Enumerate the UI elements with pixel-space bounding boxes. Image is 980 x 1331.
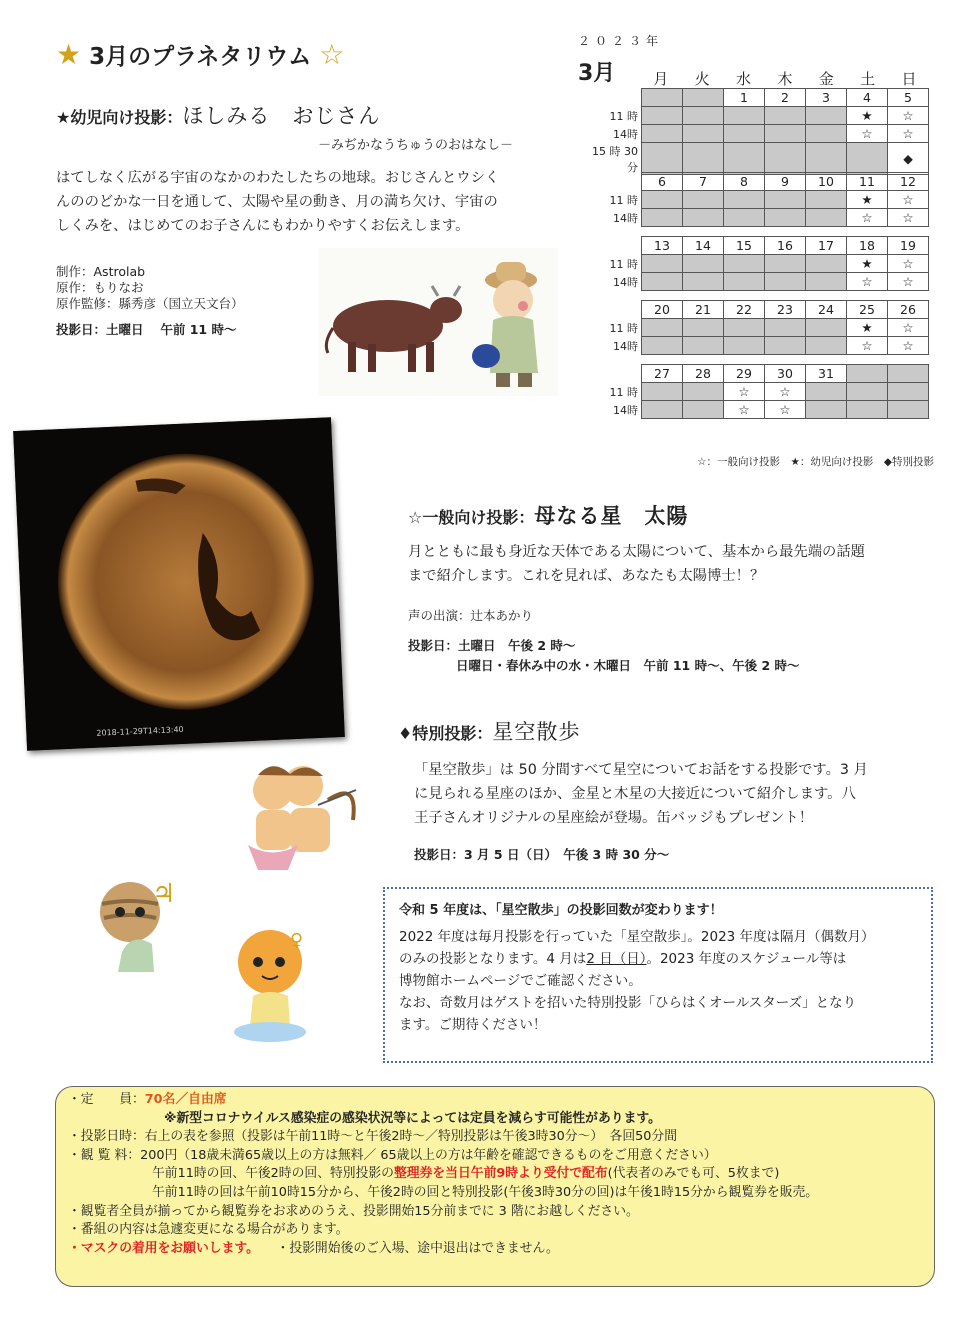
kids-credits: 制作：Astrolab 原作：もりなお 原作監修：縣秀彦（国立天文台） [56, 264, 244, 311]
calendar-session-cell [683, 383, 724, 401]
calendar-session-cell: ☆ [847, 125, 888, 143]
calendar-session-cell: ☆ [847, 209, 888, 227]
calendar-date-cell: 25 [847, 301, 888, 319]
notice-body: 2022 年度は毎月投影を行っていた「星空散歩」。2023 年度は隔月（偶数月） のみの投影となります。4 月は2 日（日）。2023 年度のスケジュール等は 博物館ホームページでご確認ください。 なお、奇数月はゲストを招いた特別投影「ひらはくオールスターズ」となり ます。ご期待ください！ [399, 929, 875, 1033]
calendar-date-cell: 26 [888, 301, 929, 319]
calendar-date-cell: 21 [683, 301, 724, 319]
calendar-session-cell: ☆ [888, 125, 929, 143]
capacity-row: ・定 員：70名／自由席 [68, 1092, 227, 1107]
calendar-date-cell: 7 [683, 173, 724, 191]
calendar-date-cell: 15 [724, 237, 765, 255]
calendar-session-cell [847, 143, 888, 175]
calendar-date-cell: 4 [847, 89, 888, 107]
calendar-date-cell: 13 [642, 237, 683, 255]
calendar-date-cell: 8 [724, 173, 765, 191]
sun-image [13, 417, 345, 751]
calendar-session-cell [642, 143, 683, 175]
calendar-session-cell [683, 191, 724, 209]
calendar-session-cell: ☆ [888, 337, 929, 355]
ticket-sales-row: 午前11時の回は午前10時15分から、午後2時の回と特別投影(午後3時30分の回)は午後1時15分から観覧券を販売。 [152, 1184, 819, 1200]
calendar-date-cell: 11 [847, 173, 888, 191]
calendar-session-cell: ☆ [888, 319, 929, 337]
attend-row: ・観覧者全員が揃ってから観覧券をお求めのうえ、投影開始15分前までに 3 階にお越しください。 [68, 1203, 639, 1219]
fee-row: ・観 覧 料：200円（18歳未満65歳以上の方は無料／ 65歳以上の方は年齢を確認できるものをご用意ください） [68, 1147, 717, 1163]
calendar-date-cell: 22 [724, 301, 765, 319]
calendar-time-label: 14時 [613, 275, 638, 289]
calendar-session-cell [683, 337, 724, 355]
calendar-date-cell: 31 [806, 365, 847, 383]
calendar-session-cell [806, 401, 847, 419]
calendar-time-label: 11 時 [609, 385, 638, 399]
calendar-session-cell: ☆ [847, 337, 888, 355]
calendar-session-cell [765, 191, 806, 209]
calendar-session-cell [806, 125, 847, 143]
calendar-session-cell [724, 319, 765, 337]
calendar-date-cell: 3 [806, 89, 847, 107]
calendar-time-label: 11 時 [609, 321, 638, 335]
calendar-session-cell [765, 337, 806, 355]
calendar-session-cell [806, 273, 847, 291]
calendar-date-cell: 17 [806, 237, 847, 255]
general-description: 月とともに最も身近な天体である太陽について、基本から最先端の話題 まで紹介します。これを見れば、あなたも太陽博士！？ [408, 544, 865, 584]
special-description: 「星空散歩」は 50 分間すべて星空についてお話をする投影です。3 月 に見られる星座のほか、金星と木星の大接近について紹介します。八 王子さんオリジナルの星座絵が登場。缶バッジもプレゼント！ [414, 762, 868, 826]
calendar-session-cell [642, 255, 683, 273]
calendar-session-cell: ★ [847, 319, 888, 337]
general-voice: 声の出演：辻本あかり [408, 608, 534, 623]
calendar-session-cell [724, 273, 765, 291]
photo-timestamp: 2018-11-29T14:13:40 [96, 724, 184, 738]
calendar-session-cell [642, 125, 683, 143]
calendar-session-cell [683, 143, 724, 175]
calendar-session-cell: ★ [847, 107, 888, 125]
calendar-date-cell: 18 [847, 237, 888, 255]
calendar-session-cell [642, 209, 683, 227]
kids-subtitle: －みぢかなうちゅうのおはなし－ [318, 138, 514, 153]
calendar-session-cell: ☆ [888, 255, 929, 273]
calendar-date-cell: 28 [683, 365, 724, 383]
calendar-session-cell [806, 209, 847, 227]
calendar-session-cell [683, 319, 724, 337]
calendar-date-cell: 6 [642, 173, 683, 191]
calendar-session-cell: ☆ [765, 401, 806, 419]
calendar-session-cell [724, 209, 765, 227]
page-title: ★ 3月のプラネタリウム ☆ [56, 38, 345, 71]
calendar-date-cell: 24 [806, 301, 847, 319]
special-program-heading: ♦特別投影：星空散歩 [398, 720, 581, 744]
calendar-date-cell: 27 [642, 365, 683, 383]
star-outline-icon: ☆ [319, 38, 345, 71]
kids-program-heading: ★幼児向け投影：ほしみる おじさん [56, 104, 381, 128]
calendar-session-cell [806, 143, 847, 175]
calendar-session-cell [724, 255, 765, 273]
calendar-session-cell: ☆ [888, 273, 929, 291]
calendar-date-cell [888, 365, 929, 383]
calendar-time-label: 14時 [613, 339, 638, 353]
mask-row: ・マスクの着用をお願いします。 ・投影開始後のご入場、途中退出はできません。 [68, 1240, 559, 1256]
calendar-session-cell [888, 383, 929, 401]
star-icon: ★ [56, 38, 82, 71]
calendar-session-cell: ☆ [765, 383, 806, 401]
calendar-session-cell: ☆ [724, 401, 765, 419]
calendar-session-cell [765, 143, 806, 175]
calendar-session-cell [765, 319, 806, 337]
calendar-legend: ☆：一般向け投影 ★：幼児向け投影 ◆特別投影 [697, 456, 934, 468]
calendar-time-label: 11 時 [609, 193, 638, 207]
notice-heading: 令和 5 年度は、「星空散歩」の投影回数が変わります！ [399, 903, 723, 918]
calendar-session-cell [847, 383, 888, 401]
calendar-session-cell [642, 191, 683, 209]
info-panel [55, 1086, 935, 1287]
kids-description: はてしなく広がる宇宙のなかのわたしたちの地球。おじさんとウシく んののどかな一日を通して、太陽や星の動き、月の満ち欠け、宇宙の しくみを、はじめてのお子さんにもわかりやすくお伝えします。 [56, 170, 500, 234]
calendar-session-cell [765, 107, 806, 125]
calendar-session-cell [806, 383, 847, 401]
calendar-session-cell: ☆ [724, 383, 765, 401]
calendar-session-cell [724, 143, 765, 175]
calendar-session-cell [683, 125, 724, 143]
calendar-session-cell [765, 273, 806, 291]
calendar-time-label: 14時 [613, 403, 638, 417]
calendar-session-cell [642, 107, 683, 125]
calendar-session-cell [683, 401, 724, 419]
calendar-date-cell: 14 [683, 237, 724, 255]
calendar-session-cell [642, 383, 683, 401]
calendar-date-cell: 29 [724, 365, 765, 383]
calendar-week [580, 236, 929, 291]
calendar-month: 3月 [578, 61, 616, 86]
datetime-row: ・投影日時：右上の表を参照（投影は午前11時～と午後2時～／特別投影は午後3時30分～） 各回50分間 [68, 1129, 677, 1145]
calendar-session-cell [724, 191, 765, 209]
calendar-session-cell [642, 337, 683, 355]
calendar-session-cell [642, 401, 683, 419]
calendar-date-cell: 5 [888, 89, 929, 107]
calendar-session-cell [683, 273, 724, 291]
calendar-session-cell [724, 107, 765, 125]
general-program-heading: ☆一般向け投影：母なる星 太陽 [408, 504, 689, 528]
calendar-date-cell: 20 [642, 301, 683, 319]
calendar-session-cell [642, 319, 683, 337]
calendar-session-cell: ★ [847, 255, 888, 273]
calendar-session-cell [642, 273, 683, 291]
notice-box [383, 887, 933, 1063]
calendar-date-cell: 9 [765, 173, 806, 191]
capacity-note: ※新型コロナウイルス感染症の感染状況等によっては定員を減らす可能性があります。 [164, 1110, 661, 1126]
calendar-week [580, 172, 929, 227]
calendar-session-cell: ☆ [888, 191, 929, 209]
special-schedule: 投影日：3 月 5 日（日） 午後 3 時 30 分～ [414, 847, 670, 862]
calendar-date-cell: 2 [765, 89, 806, 107]
calendar-week [580, 300, 929, 355]
svg-text:♃: ♃ [152, 879, 176, 909]
jupiter-character-illustration [92, 872, 202, 982]
calendar-session-cell [806, 319, 847, 337]
calendar-time-label: 11 時 [609, 109, 638, 123]
calendar-weekday-header: 月 火 水 木 金 土 日 [653, 70, 917, 88]
calendar-session-cell [888, 401, 929, 419]
calendar-time-label: 14時 [613, 211, 638, 225]
svg-text:♀: ♀ [290, 930, 304, 951]
calendar-session-cell [806, 191, 847, 209]
calendar-week [580, 364, 929, 419]
calendar-session-cell: ☆ [888, 209, 929, 227]
calendar-session-cell [765, 255, 806, 273]
calendar-session-cell [847, 401, 888, 419]
general-schedule: 投影日：土曜日 午後 2 時～ 日曜日・春休み中の水・木曜日 午前 11 時～、午後 2 時～ [408, 638, 800, 673]
calendar-date-cell [847, 365, 888, 383]
calendar-date-cell: 10 [806, 173, 847, 191]
change-row: ・番組の内容は急遽変更になる場合があります。 [68, 1222, 349, 1238]
calendar-session-cell [683, 209, 724, 227]
venus-character-illustration [228, 926, 318, 1046]
calendar-date-cell: 1 [724, 89, 765, 107]
calendar-session-cell: ☆ [847, 273, 888, 291]
calendar-year: ２０２３年 [578, 34, 664, 48]
kids-schedule: 投影日：土曜日 午前 11 時～ [56, 322, 237, 337]
calendar-session-cell [683, 255, 724, 273]
calendar-session-cell: ★ [847, 191, 888, 209]
calendar-session-cell [724, 125, 765, 143]
calendar-session-cell [683, 107, 724, 125]
calendar-session-cell [765, 209, 806, 227]
calendar-session-cell [765, 125, 806, 143]
calendar-date-cell: 23 [765, 301, 806, 319]
sagittarius-illustration [228, 760, 378, 880]
calendar-date-cell: 16 [765, 237, 806, 255]
calendar-date-cell: 19 [888, 237, 929, 255]
calendar-date-cell: 12 [888, 173, 929, 191]
calendar-time-label: 14時 [613, 127, 638, 141]
calendar-date-cell: 30 [765, 365, 806, 383]
calendar-date-cell [642, 89, 683, 107]
calendar-date-cell [683, 89, 724, 107]
cow-and-uncle-illustration [318, 248, 558, 396]
sun-photo [13, 417, 345, 751]
calendar-session-cell: ☆ [888, 107, 929, 125]
calendar-session-cell [806, 107, 847, 125]
calendar-time-label: 15 時 30 分 [592, 144, 638, 174]
calendar-session-cell [806, 337, 847, 355]
calendar-session-cell [806, 255, 847, 273]
calendar-week [580, 88, 929, 175]
ticket-distribution-row: 午前11時の回、午後2時の回、特別投影の整理券を当日午前9時より受付で配布(代表者のみでも可、5枚まで) [152, 1166, 780, 1182]
calendar-session-cell: ◆ [888, 143, 929, 175]
calendar-time-label: 11 時 [609, 257, 638, 271]
calendar-session-cell [724, 337, 765, 355]
